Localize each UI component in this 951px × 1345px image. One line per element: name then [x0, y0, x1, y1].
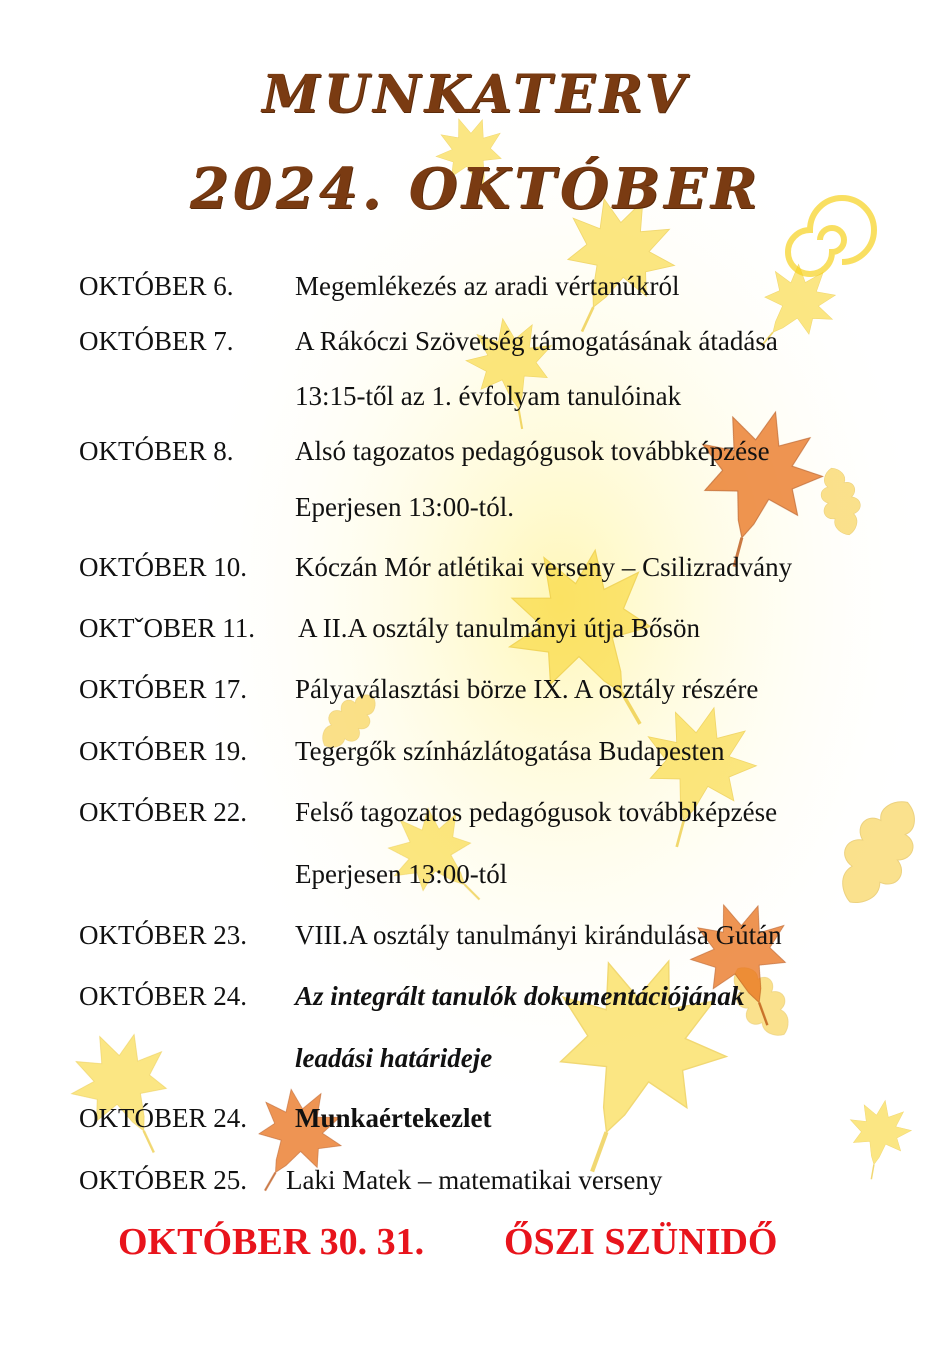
event-description: Pályaválasztási börze IX. A osztály részére	[295, 674, 759, 704]
page-title: MUNKATERV	[261, 64, 690, 125]
event-date: OKTˇOBER 11.	[79, 613, 255, 643]
event-description: Laki Matek – matematikai verseny	[286, 1165, 663, 1195]
event-date: OKTÓBER 7.	[79, 326, 234, 356]
event-date: OKTÓBER 25.	[79, 1165, 247, 1195]
break-dates: OKTÓBER 30. 31.	[118, 1221, 425, 1263]
event-date: OKTÓBER 22.	[79, 797, 247, 827]
event-description: A Rákóczi Szövetség támogatásának átadása	[295, 326, 778, 356]
event-date: OKTÓBER 24.	[79, 981, 247, 1011]
event-date: OKTÓBER 19.	[79, 736, 247, 766]
event-date: OKTÓBER 17.	[79, 674, 247, 704]
event-description: Munkaértekezlet	[295, 1103, 492, 1133]
event-description-continued: leadási határideje	[295, 1043, 493, 1073]
event-description: Felső tagozatos pedagógusok továbbképzése	[295, 797, 778, 827]
event-date: OKTÓBER 6.	[79, 271, 234, 301]
break-label: ŐSZI SZÜNIDŐ	[504, 1221, 778, 1263]
event-date: OKTÓBER 8.	[79, 436, 234, 466]
event-description: VIII.A osztály tanulmányi kirándulása Gútán	[295, 920, 782, 950]
event-date: OKTÓBER 10.	[79, 552, 247, 582]
event-description: Megemlékezés az aradi vértanúkról	[295, 271, 680, 301]
page-subtitle: 2024. OKTÓBER	[189, 156, 762, 222]
autumn-break-notice	[118, 1220, 778, 1264]
event-description-continued: 13:15-től az 1. évfolyam tanulóinak	[295, 381, 682, 411]
event-description-continued: Eperjesen 13:00-tól	[295, 859, 508, 889]
event-description: Alsó tagozatos pedagógusok továbbképzése	[295, 436, 770, 466]
event-description-continued: Eperjesen 13:00-tól.	[295, 492, 514, 522]
event-description: Tegergők színházlátogatása Budapesten	[295, 736, 725, 766]
event-description: A II.A osztály tanulmányi útja Bősön	[298, 613, 700, 643]
event-description: Az integrált tanulók dokumentációjának	[295, 981, 745, 1011]
event-description: Kóczán Mór atlétikai verseny – Csilizradvány	[295, 552, 793, 582]
event-date: OKTÓBER 23.	[79, 920, 247, 950]
event-date: OKTÓBER 24.	[79, 1103, 247, 1133]
